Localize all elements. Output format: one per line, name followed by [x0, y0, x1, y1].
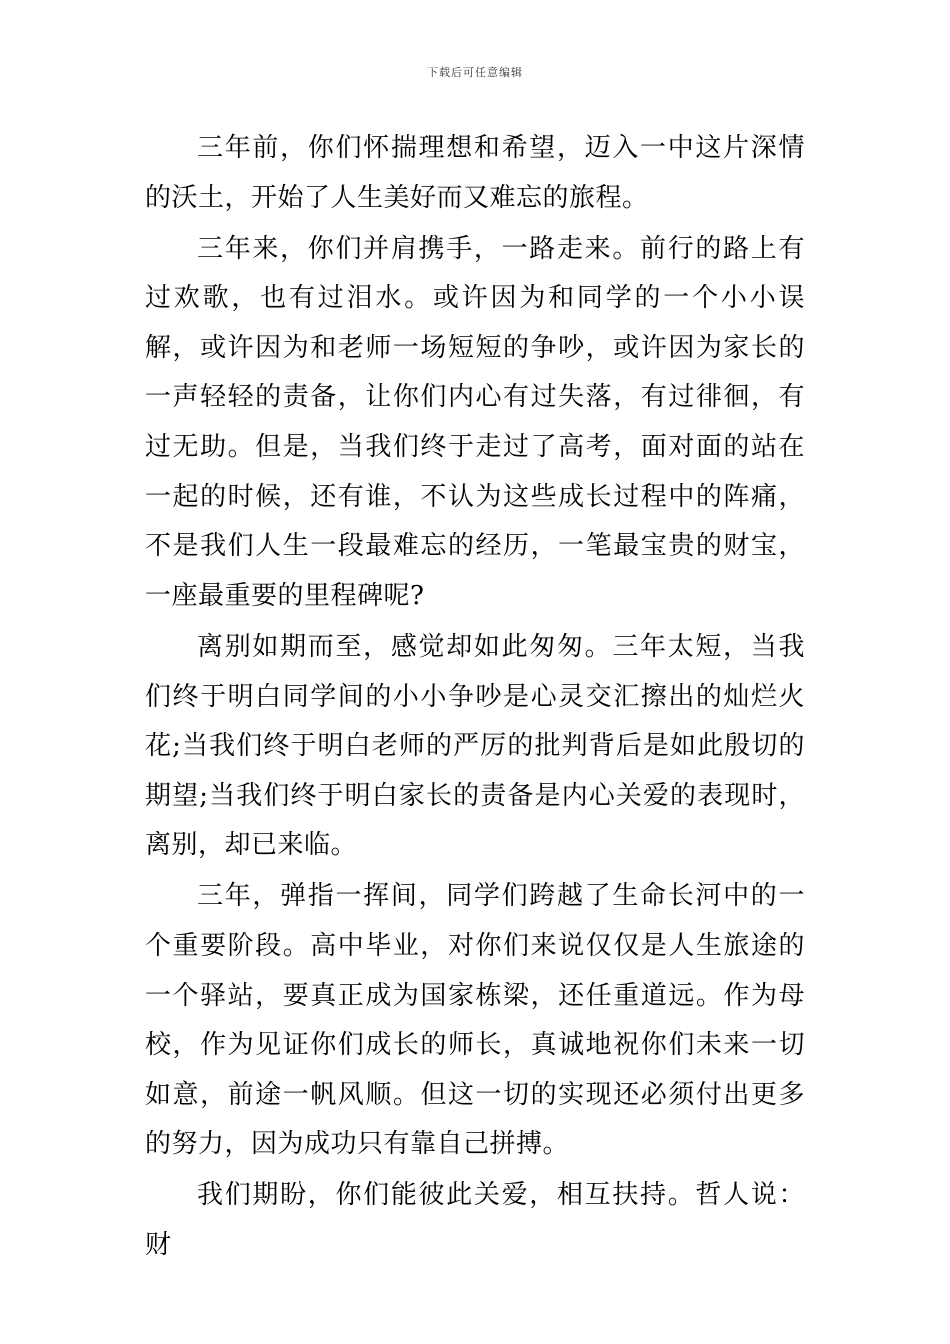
paragraph: 三年来，你们并肩携手，一路走来。前行的路上有过欢歌，也有过泪水。或许因为和同学的一个小小误解，或许因为和老师一场短短的争吵，或许因为家长的一声轻轻的责备，让你们内心有过失落，有过徘徊，有过无助。但是，当我们终于走过了高考，面对面的站在一起的时候，还有谁，不认为这些成长过程中的阵痛，不是我们人生一段最难忘的经历，一笔最宝贵的财宝，一座最重要的里程碑呢? [145, 233, 805, 611]
paragraph: 离别如期而至，感觉却如此匆匆。三年太短，当我们终于明白同学间的小小争吵是心灵交汇擦出的灿烂火花;当我们终于明白老师的严厉的批判背后是如此殷切的期望;当我们终于明白家长的责备是内心关爱的表现时，离别，却已来临。 [145, 631, 805, 861]
document-body [145, 124, 805, 1272]
header-note: 下载后可任意编辑 [427, 66, 523, 79]
paragraph: 我们期盼，你们能彼此关爱，相互扶持。哲人说：财 [145, 1180, 805, 1261]
paragraph: 三年，弹指一挥间，同学们跨越了生命长河中的一个重要阶段。高中毕业，对你们来说仅仅是人生旅途的一个驿站，要真正成为国家栋梁，还任重道远。作为母校，作为见证你们成长的师长，真诚地祝你们未来一切如意，前途一帆风顺。但这一切的实现还必须付出更多的努力，因为成功只有靠自己拼搏。 [145, 881, 805, 1160]
paragraph: 三年前，你们怀揣理想和希望，迈入一中这片深情的沃土，开始了人生美好而又难忘的旅程。 [145, 133, 805, 213]
